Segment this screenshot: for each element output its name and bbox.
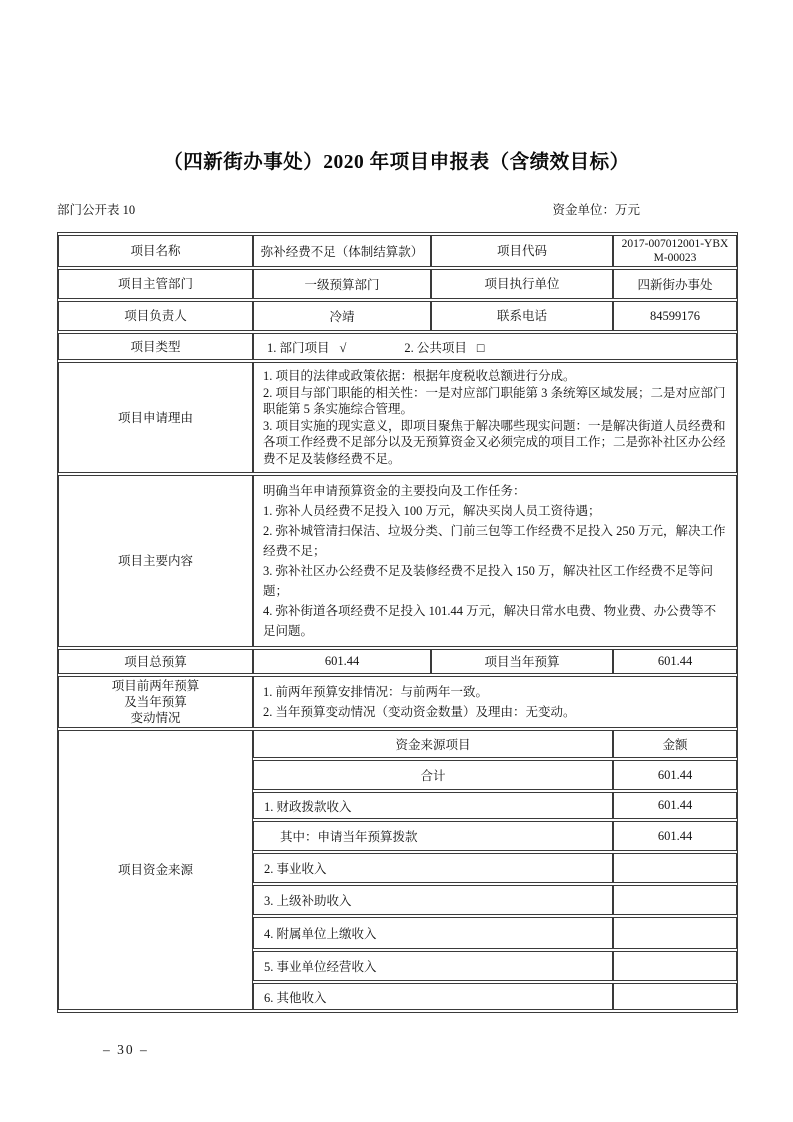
funding-amount: 601.44: [613, 821, 737, 851]
funding-item-label: 5. 事业单位经营收入: [253, 951, 613, 981]
table-row: [58, 235, 737, 267]
apply-reason-content: [253, 362, 737, 473]
table-row: [58, 301, 737, 331]
main-content-label: 项目主要内容: [58, 475, 253, 647]
apply-reason-label: 项目申请理由: [58, 362, 253, 473]
funding-section-label: 项目资金来源: [58, 730, 253, 1010]
funding-amount: [613, 885, 737, 915]
content-intro: 明确当年申请预算资金的主要投向及工作任务：: [263, 484, 526, 498]
project-name-label: 项目名称: [58, 235, 253, 267]
unit-label: 资金单位：万元: [552, 203, 640, 217]
content-item: 1. 弥补人员经费不足投入 100 万元，解决买岗人员工资待遇；: [263, 504, 601, 518]
contact-phone-value: 84599176: [613, 301, 737, 331]
supervisor-dept-value: 一级预算部门: [253, 269, 431, 299]
current-year-budget-value: 601.44: [613, 649, 737, 674]
contact-phone-label: 联系电话: [431, 301, 613, 331]
funding-amount: 601.44: [613, 760, 737, 790]
content-item: 3. 弥补社区办公经费不足及装修经费不足投入 150 万，解决社区工作经费不足等问题；: [263, 564, 714, 598]
table-row: [58, 649, 737, 674]
funding-item-label: 3. 上级补助收入: [253, 885, 613, 915]
main-content-content: [253, 475, 737, 647]
funding-item-label: 6. 其他收入: [253, 983, 613, 1010]
page-number: – 30 –: [103, 1042, 149, 1057]
project-application-table: [57, 232, 738, 1013]
budget-change-label: [58, 676, 253, 728]
funding-amount-header: 金额: [613, 730, 737, 758]
project-code-value: 2017-007012001-YBXM-00023: [613, 235, 737, 267]
option-dept-project: 1. 部门项目: [267, 340, 330, 355]
reason-item: 2. 项目与部门职能的相关性：一是对应部门职能第 3 条统筹区域发展；二是对应部门职能第 5 条实施综合管理。: [263, 385, 726, 416]
change-item: 2. 当年预算变动情况（变动资金数量）及理由：无变动。: [263, 705, 576, 719]
current-year-budget-label: 项目当年预算: [431, 649, 613, 674]
funding-amount: [613, 983, 737, 1010]
project-name-value: 弥补经费不足（体制结算款）: [253, 235, 431, 267]
funding-amount: [613, 951, 737, 981]
table-row: [58, 676, 737, 728]
table-row: [58, 475, 737, 647]
total-budget-label: 项目总预算: [58, 649, 253, 674]
checkmark-icon: √: [339, 340, 347, 355]
executing-unit-label: 项目执行单位: [431, 269, 613, 299]
content-item: 4. 弥补街道各项经费不足投入 101.44 万元，解决日常水电费、物业费、办公费等不足问题。: [263, 604, 717, 638]
budget-change-label-line: 及当年预算: [124, 695, 187, 709]
table-row: [58, 362, 737, 473]
project-code-label: 项目代码: [431, 235, 613, 267]
project-leader-value: 冷靖: [253, 301, 431, 331]
empty-checkbox-icon: □: [476, 340, 485, 355]
project-type-label: 项目类型: [58, 333, 253, 360]
option-public-project: 2. 公共项目: [404, 340, 467, 355]
total-budget-value: 601.44: [253, 649, 431, 674]
funding-amount: [613, 853, 737, 883]
funding-item-label: 其中：申请当年预算拨款: [253, 821, 613, 851]
reason-item: 1. 项目的法律或政策依据：根据年度税收总额进行分成。: [263, 369, 576, 383]
funding-header-row: [58, 730, 737, 758]
page-title: （四新街办事处）2020 年项目申报表（含绩效目标）: [163, 152, 630, 173]
content-item: 2. 弥补城管清扫保洁、垃圾分类、门前三包等工作经费不足投入 250 万元，解决工作经费不足；: [263, 524, 726, 558]
supervisor-dept-label: 项目主管部门: [58, 269, 253, 299]
subheader: [57, 200, 736, 218]
funding-source-header: 资金来源项目: [253, 730, 613, 758]
project-leader-label: 项目负责人: [58, 301, 253, 331]
table-row: [58, 269, 737, 299]
budget-change-content: [253, 676, 737, 728]
funding-item-label: 4. 附属单位上缴收入: [253, 917, 613, 949]
funding-item-label: 1. 财政拨款收入: [253, 792, 613, 819]
budget-change-label-line: 变动情况: [130, 711, 181, 725]
budget-change-label-line: 项目前两年预算: [111, 679, 200, 693]
executing-unit-value: 四新街办事处: [613, 269, 737, 299]
funding-item-label: 2. 事业收入: [253, 853, 613, 883]
project-type-options: [253, 333, 737, 360]
change-item: 1. 前两年预算安排情况：与前两年一致。: [263, 685, 489, 699]
funding-amount: [613, 917, 737, 949]
funding-amount: 601.44: [613, 792, 737, 819]
reason-item: 3. 项目实施的现实意义，即项目聚焦于解决哪些现实问题：一是解决街道人员经费和各项工作经费不足部分以及无预算资金又必须完成的项目工作；二是弥补社区办公经费不足及装修经费不足。: [263, 418, 726, 466]
table-label: 部门公开表 10: [57, 203, 136, 217]
table-row: [58, 333, 737, 360]
funding-item-label: 合计: [253, 760, 613, 790]
